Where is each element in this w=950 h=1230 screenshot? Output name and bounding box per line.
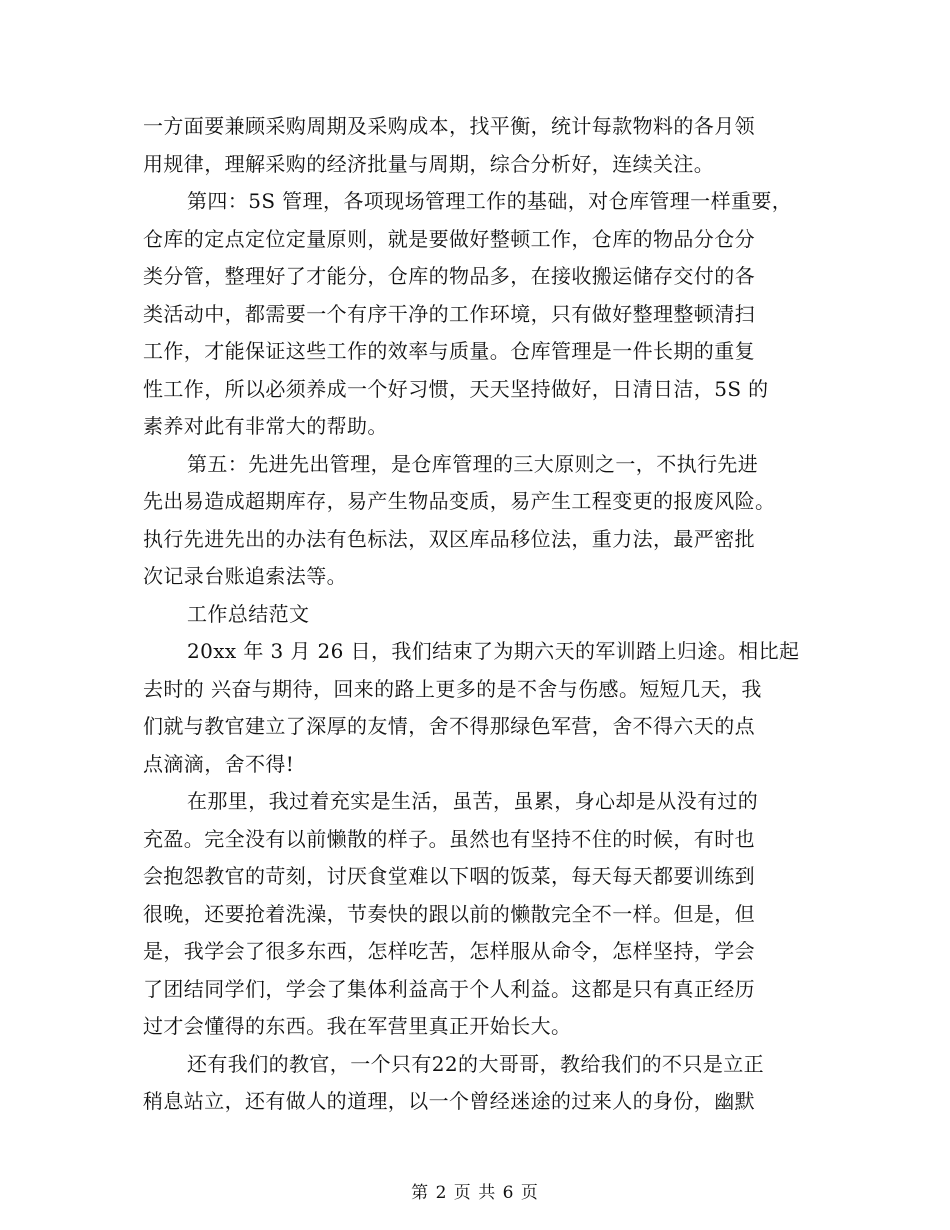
text-line: 工作总结范文: [187, 601, 310, 626]
text-line: 还有我们的教官，一个只有22的大哥哥，教给我们的不只是立正: [187, 1051, 765, 1076]
text-line: 20xx 年 3 月 26 日，我们结束了为期六天的军训踏上归途。相比起: [187, 639, 800, 663]
text-line: 用规律，理解采购的经济批量与周期，综合分析好，连续关注。: [143, 151, 715, 176]
text-line: 充盈。完全没有以前懒散的样子。虽然也有坚持不住的时候，有时也: [143, 826, 755, 851]
text-line: 性工作，所以必须养成一个好习惯，天天坚持做好，日清日洁，5S 的: [143, 376, 769, 401]
text-line: 先出易造成超期库存，易产生物品变质，易产生工程变更的报废风险。: [143, 489, 776, 513]
text-line: 类分管，整理好了才能分，仓库的物品多，在接收搬运储存交付的各: [143, 264, 755, 288]
text-line: 素养对此有非常大的帮助。: [143, 414, 388, 438]
page-footer: 第 2 页 共 6 页: [411, 1183, 539, 1203]
document-body: [143, 108, 811, 1121]
text-line: 了团结同学们，学会了集体利益高于个人利益。这都是只有真正经历: [143, 976, 755, 1001]
text-line: 会抱怨教官的苛刻，讨厌食堂难以下咽的饭菜，每天每天都要训练到: [143, 864, 755, 888]
text-line: 们就与教官建立了深厚的友情，舍不得那绿色军营，舍不得六天的点: [143, 714, 755, 738]
text-line: 第五：先进先出管理，是仓库管理的三大原则之一，不执行先进: [187, 451, 759, 476]
text-line: 点滴滴，舍不得!: [143, 751, 295, 776]
text-line: 是，我学会了很多东西，怎样吃苦，怎样服从命令，怎样坚持，学会: [143, 939, 755, 963]
text-line: 一方面要兼顾采购周期及采购成本，找平衡，统计每款物料的各月领: [143, 114, 755, 138]
text-line: 类活动中，都需要一个有序干净的工作环境，只有做好整理整顿清扫: [143, 301, 755, 326]
text-line: 很晚，还要抢着洗澡，节奏快的跟以前的懒散完全不一样。但是，但: [143, 901, 755, 926]
text-line: 执行先进先出的办法有色标法，双区库品移位法，重力法，最严密批: [143, 526, 755, 551]
text-line: 过才会懂得的东西。我在军营里真正开始长大。: [143, 1014, 572, 1038]
text-line: 仓库的定点定位定量原则，就是要做好整顿工作，仓库的物品分仓分: [143, 226, 755, 251]
text-line: 第四：5S 管理，各项现场管理工作的基础，对仓库管理一样重要，: [187, 189, 793, 213]
text-line: 在那里，我过着充实是生活，虽苦，虽累，身心却是从没有过的: [187, 789, 759, 813]
text-line: 工作，才能保证这些工作的效率与质量。仓库管理是一件长期的重复: [143, 339, 755, 363]
text-line: 去时的 兴奋与期待，回来的路上更多的是不舍与伤感。短短几天，我: [143, 676, 762, 701]
text-line: 稍息站立，还有做人的道理，以一个曾经迷途的过来人的身份，幽默: [143, 1089, 755, 1113]
text-line: 次记录台账追索法等。: [143, 564, 347, 588]
